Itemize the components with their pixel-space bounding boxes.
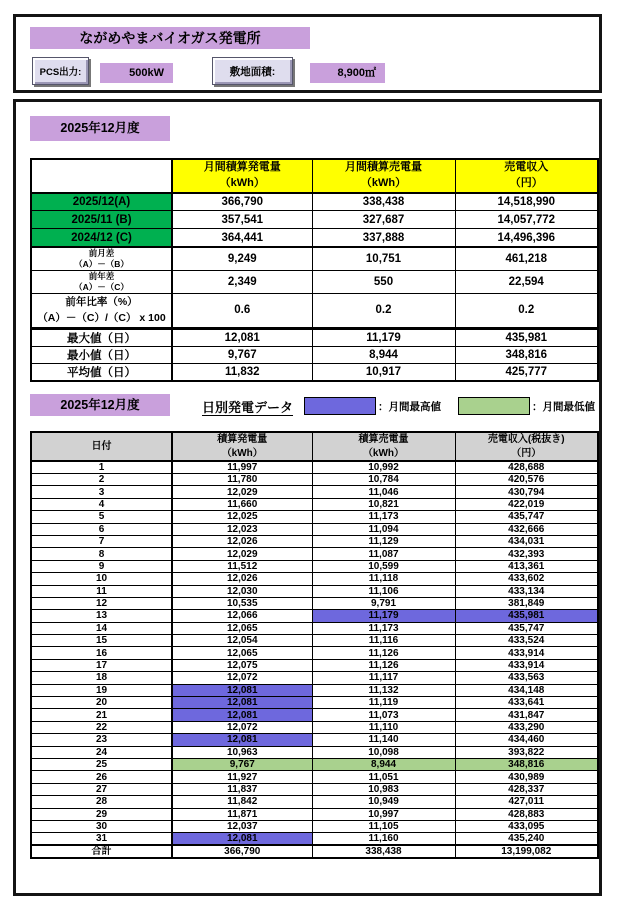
daily-row <box>31 560 598 572</box>
monthly-table-header <box>31 159 598 193</box>
row-label: 2024/12 (C) <box>31 229 172 247</box>
data-cell: 9,767 <box>172 346 312 363</box>
data-cell: 432,393 <box>455 548 598 560</box>
data-cell: 422,019 <box>455 498 598 510</box>
data-cell: 12,081 <box>172 697 312 709</box>
daily-row <box>31 523 598 535</box>
monthly-row <box>31 328 598 346</box>
data-cell: 11,116 <box>312 635 455 647</box>
site-area-value: 8,900㎡ <box>310 63 385 83</box>
date-cell: 31 <box>31 833 172 846</box>
data-cell: 11,780 <box>172 474 312 486</box>
data-cell: 434,460 <box>455 734 598 746</box>
data-cell: 10,751 <box>312 247 455 271</box>
data-cell: 13,199,082 <box>455 845 598 858</box>
data-cell: 12,026 <box>172 535 312 547</box>
data-cell: 11,046 <box>312 486 455 498</box>
daily-row <box>31 498 598 510</box>
monthly-row <box>31 346 598 363</box>
data-cell: 12,066 <box>172 610 312 622</box>
data-cell: 12,081 <box>172 328 312 346</box>
monthly-row <box>31 211 598 229</box>
data-cell: 420,576 <box>455 474 598 486</box>
column-header: 積算売電量 （kWh） <box>312 432 455 461</box>
data-cell: 338,438 <box>312 845 455 858</box>
date-cell: 12 <box>31 597 172 609</box>
data-cell: 11,119 <box>312 697 455 709</box>
data-cell: 11,173 <box>312 622 455 634</box>
data-cell: 434,031 <box>455 535 598 547</box>
data-cell: 11,660 <box>172 498 312 510</box>
main-section <box>13 99 602 896</box>
data-cell: 425,777 <box>455 363 598 381</box>
data-cell: 14,496,396 <box>455 229 598 247</box>
daily-row <box>31 721 598 733</box>
data-cell: 433,095 <box>455 820 598 832</box>
daily-row <box>31 845 598 858</box>
plant-title: ながめやまバイオガス発電所 <box>30 27 310 49</box>
date-cell: 20 <box>31 697 172 709</box>
daily-row <box>31 808 598 820</box>
corner-cell <box>31 159 172 193</box>
daily-row <box>31 709 598 721</box>
data-cell: 9,791 <box>312 597 455 609</box>
date-cell: 合計 <box>31 845 172 858</box>
data-cell: 428,688 <box>455 461 598 474</box>
date-cell: 18 <box>31 672 172 684</box>
data-cell: 11,179 <box>312 610 455 622</box>
data-cell: 0.2 <box>312 294 455 329</box>
data-cell: 10,917 <box>312 363 455 381</box>
date-cell: 6 <box>31 523 172 535</box>
column-header: 月間積算売電量 （kWh） <box>312 159 455 193</box>
row-label: 前年差 （A）－（C） <box>31 270 172 293</box>
data-cell: 11,087 <box>312 548 455 560</box>
column-header: 売電収入(税抜き) （円） <box>455 432 598 461</box>
data-cell: 8,944 <box>312 346 455 363</box>
data-cell: 11,126 <box>312 647 455 659</box>
data-cell: 427,011 <box>455 796 598 808</box>
daily-row <box>31 622 598 634</box>
data-cell: 433,563 <box>455 672 598 684</box>
daily-row <box>31 635 598 647</box>
date-cell: 13 <box>31 610 172 622</box>
date-cell: 7 <box>31 535 172 547</box>
daily-row <box>31 758 598 770</box>
data-cell: 11,140 <box>312 734 455 746</box>
data-cell: 11,842 <box>172 796 312 808</box>
pcs-output-button[interactable]: PCS出力: <box>32 57 89 85</box>
monthly-row <box>31 229 598 247</box>
daily-period-label: 2025年12月度 <box>30 394 170 416</box>
data-cell: 430,794 <box>455 486 598 498</box>
data-cell: 432,666 <box>455 523 598 535</box>
data-cell: 11,110 <box>312 721 455 733</box>
data-cell: 433,914 <box>455 647 598 659</box>
data-cell: 11,871 <box>172 808 312 820</box>
date-cell: 22 <box>31 721 172 733</box>
monthly-row <box>31 294 598 329</box>
min-value-swatch <box>458 397 530 415</box>
data-cell: 12,054 <box>172 635 312 647</box>
max-value-label: ：月間最高値 <box>378 400 441 413</box>
date-cell: 28 <box>31 796 172 808</box>
date-cell: 8 <box>31 548 172 560</box>
date-cell: 15 <box>31 635 172 647</box>
data-cell: 550 <box>312 270 455 293</box>
daily-row <box>31 820 598 832</box>
date-cell: 27 <box>31 783 172 795</box>
date-cell: 5 <box>31 511 172 523</box>
data-cell: 12,037 <box>172 820 312 832</box>
data-cell: 10,983 <box>312 783 455 795</box>
data-cell: 430,989 <box>455 771 598 783</box>
data-cell: 10,963 <box>172 746 312 758</box>
data-cell: 12,030 <box>172 585 312 597</box>
date-cell: 14 <box>31 622 172 634</box>
row-label: 最大値（日） <box>31 328 172 346</box>
date-cell: 24 <box>31 746 172 758</box>
daily-data-table <box>30 431 599 859</box>
data-cell: 327,687 <box>312 211 455 229</box>
daily-row <box>31 684 598 696</box>
row-label: 前年比率（%） （A）－（C）/（C） x 100 <box>31 294 172 329</box>
column-header: 積算発電量 （kWh） <box>172 432 312 461</box>
date-cell: 16 <box>31 647 172 659</box>
column-header: 売電収入 （円） <box>455 159 598 193</box>
daily-row <box>31 697 598 709</box>
data-cell: 12,026 <box>172 573 312 585</box>
daily-row <box>31 746 598 758</box>
data-cell: 435,981 <box>455 610 598 622</box>
data-cell: 435,747 <box>455 622 598 634</box>
daily-table-body <box>31 461 598 858</box>
min-value-label: ：月間最低値 <box>532 400 595 413</box>
date-cell: 25 <box>31 758 172 770</box>
data-cell: 381,849 <box>455 597 598 609</box>
daily-row <box>31 511 598 523</box>
data-cell: 12,081 <box>172 833 312 846</box>
data-cell: 12,072 <box>172 672 312 684</box>
data-cell: 14,518,990 <box>455 193 598 211</box>
data-cell: 435,981 <box>455 328 598 346</box>
data-cell: 10,535 <box>172 597 312 609</box>
daily-row <box>31 783 598 795</box>
header-section <box>13 14 602 93</box>
data-cell: 12,065 <box>172 647 312 659</box>
data-cell: 10,821 <box>312 498 455 510</box>
data-cell: 435,747 <box>455 511 598 523</box>
data-cell: 11,997 <box>172 461 312 474</box>
data-cell: 364,441 <box>172 229 312 247</box>
date-cell: 26 <box>31 771 172 783</box>
date-cell: 21 <box>31 709 172 721</box>
date-cell: 19 <box>31 684 172 696</box>
data-cell: 10,098 <box>312 746 455 758</box>
date-cell: 4 <box>31 498 172 510</box>
monthly-row <box>31 363 598 381</box>
data-cell: 8,944 <box>312 758 455 770</box>
data-cell: 14,057,772 <box>455 211 598 229</box>
data-cell: 431,847 <box>455 709 598 721</box>
data-cell: 11,051 <box>312 771 455 783</box>
date-cell: 10 <box>31 573 172 585</box>
data-cell: 366,790 <box>172 193 312 211</box>
data-cell: 11,106 <box>312 585 455 597</box>
data-cell: 22,594 <box>455 270 598 293</box>
legend <box>304 397 595 415</box>
data-cell: 11,105 <box>312 820 455 832</box>
row-label: 平均値（日） <box>31 363 172 381</box>
daily-row <box>31 573 598 585</box>
monthly-summary-table <box>30 158 599 382</box>
daily-row <box>31 796 598 808</box>
daily-row <box>31 474 598 486</box>
data-cell: 12,029 <box>172 486 312 498</box>
data-cell: 11,117 <box>312 672 455 684</box>
data-cell: 9,249 <box>172 247 312 271</box>
data-cell: 413,361 <box>455 560 598 572</box>
daily-row <box>31 771 598 783</box>
data-cell: 11,129 <box>312 535 455 547</box>
data-cell: 2,349 <box>172 270 312 293</box>
max-value-swatch <box>304 397 376 415</box>
data-cell: 11,837 <box>172 783 312 795</box>
data-cell: 12,081 <box>172 734 312 746</box>
daily-row <box>31 486 598 498</box>
monthly-period-label: 2025年12月度 <box>30 116 170 141</box>
monthly-row <box>31 270 598 293</box>
data-cell: 12,072 <box>172 721 312 733</box>
data-cell: 337,888 <box>312 229 455 247</box>
data-cell: 10,992 <box>312 461 455 474</box>
daily-row <box>31 647 598 659</box>
data-cell: 338,438 <box>312 193 455 211</box>
column-header: 月間積算発電量 （kWh） <box>172 159 312 193</box>
monthly-table-body <box>31 193 598 381</box>
data-cell: 11,118 <box>312 573 455 585</box>
date-cell: 29 <box>31 808 172 820</box>
data-cell: 461,218 <box>455 247 598 271</box>
data-cell: 12,081 <box>172 684 312 696</box>
header-row <box>31 159 598 193</box>
data-cell: 10,997 <box>312 808 455 820</box>
data-cell: 433,602 <box>455 573 598 585</box>
data-cell: 433,524 <box>455 635 598 647</box>
data-cell: 12,081 <box>172 709 312 721</box>
data-cell: 428,883 <box>455 808 598 820</box>
daily-row <box>31 833 598 846</box>
date-cell: 30 <box>31 820 172 832</box>
monthly-row <box>31 247 598 271</box>
data-cell: 10,949 <box>312 796 455 808</box>
daily-section-title: 日別発電データ <box>202 400 294 415</box>
data-cell: 10,599 <box>312 560 455 572</box>
data-cell: 11,927 <box>172 771 312 783</box>
daily-row <box>31 734 598 746</box>
data-cell: 12,025 <box>172 511 312 523</box>
data-cell: 11,094 <box>312 523 455 535</box>
data-cell: 348,816 <box>455 758 598 770</box>
row-label: 2025/12(A) <box>31 193 172 211</box>
data-cell: 366,790 <box>172 845 312 858</box>
row-label: 2025/11 (B) <box>31 211 172 229</box>
data-cell: 434,148 <box>455 684 598 696</box>
date-cell: 2 <box>31 474 172 486</box>
daily-row <box>31 535 598 547</box>
monthly-row <box>31 193 598 211</box>
data-cell: 357,541 <box>172 211 312 229</box>
data-cell: 11,512 <box>172 560 312 572</box>
data-cell: 433,290 <box>455 721 598 733</box>
data-cell: 393,822 <box>455 746 598 758</box>
row-label: 前月差 （A）－（B） <box>31 247 172 271</box>
data-cell: 11,073 <box>312 709 455 721</box>
row-label: 最小値（日） <box>31 346 172 363</box>
daily-table-header <box>31 432 598 461</box>
date-cell: 1 <box>31 461 172 474</box>
data-cell: 11,179 <box>312 328 455 346</box>
daily-row <box>31 597 598 609</box>
data-cell: 12,023 <box>172 523 312 535</box>
data-cell: 12,029 <box>172 548 312 560</box>
data-cell: 433,641 <box>455 697 598 709</box>
column-header: 日付 <box>31 432 172 461</box>
data-cell: 348,816 <box>455 346 598 363</box>
data-cell: 11,132 <box>312 684 455 696</box>
date-cell: 23 <box>31 734 172 746</box>
data-cell: 435,240 <box>455 833 598 846</box>
date-cell: 3 <box>31 486 172 498</box>
data-cell: 428,337 <box>455 783 598 795</box>
data-cell: 11,173 <box>312 511 455 523</box>
site-area-button[interactable]: 敷地面積: <box>212 57 293 85</box>
daily-row <box>31 585 598 597</box>
data-cell: 0.6 <box>172 294 312 329</box>
data-cell: 11,832 <box>172 363 312 381</box>
daily-row <box>31 548 598 560</box>
daily-row <box>31 610 598 622</box>
data-cell: 11,126 <box>312 659 455 671</box>
date-cell: 17 <box>31 659 172 671</box>
daily-row <box>31 659 598 671</box>
pcs-output-value: 500kW <box>100 63 173 83</box>
data-cell: 11,160 <box>312 833 455 846</box>
header-row <box>31 432 598 461</box>
date-cell: 11 <box>31 585 172 597</box>
data-cell: 9,767 <box>172 758 312 770</box>
data-cell: 0.2 <box>455 294 598 329</box>
date-cell: 9 <box>31 560 172 572</box>
daily-row <box>31 461 598 474</box>
data-cell: 433,134 <box>455 585 598 597</box>
daily-row <box>31 672 598 684</box>
data-cell: 433,914 <box>455 659 598 671</box>
data-cell: 10,784 <box>312 474 455 486</box>
data-cell: 12,075 <box>172 659 312 671</box>
data-cell: 12,065 <box>172 622 312 634</box>
